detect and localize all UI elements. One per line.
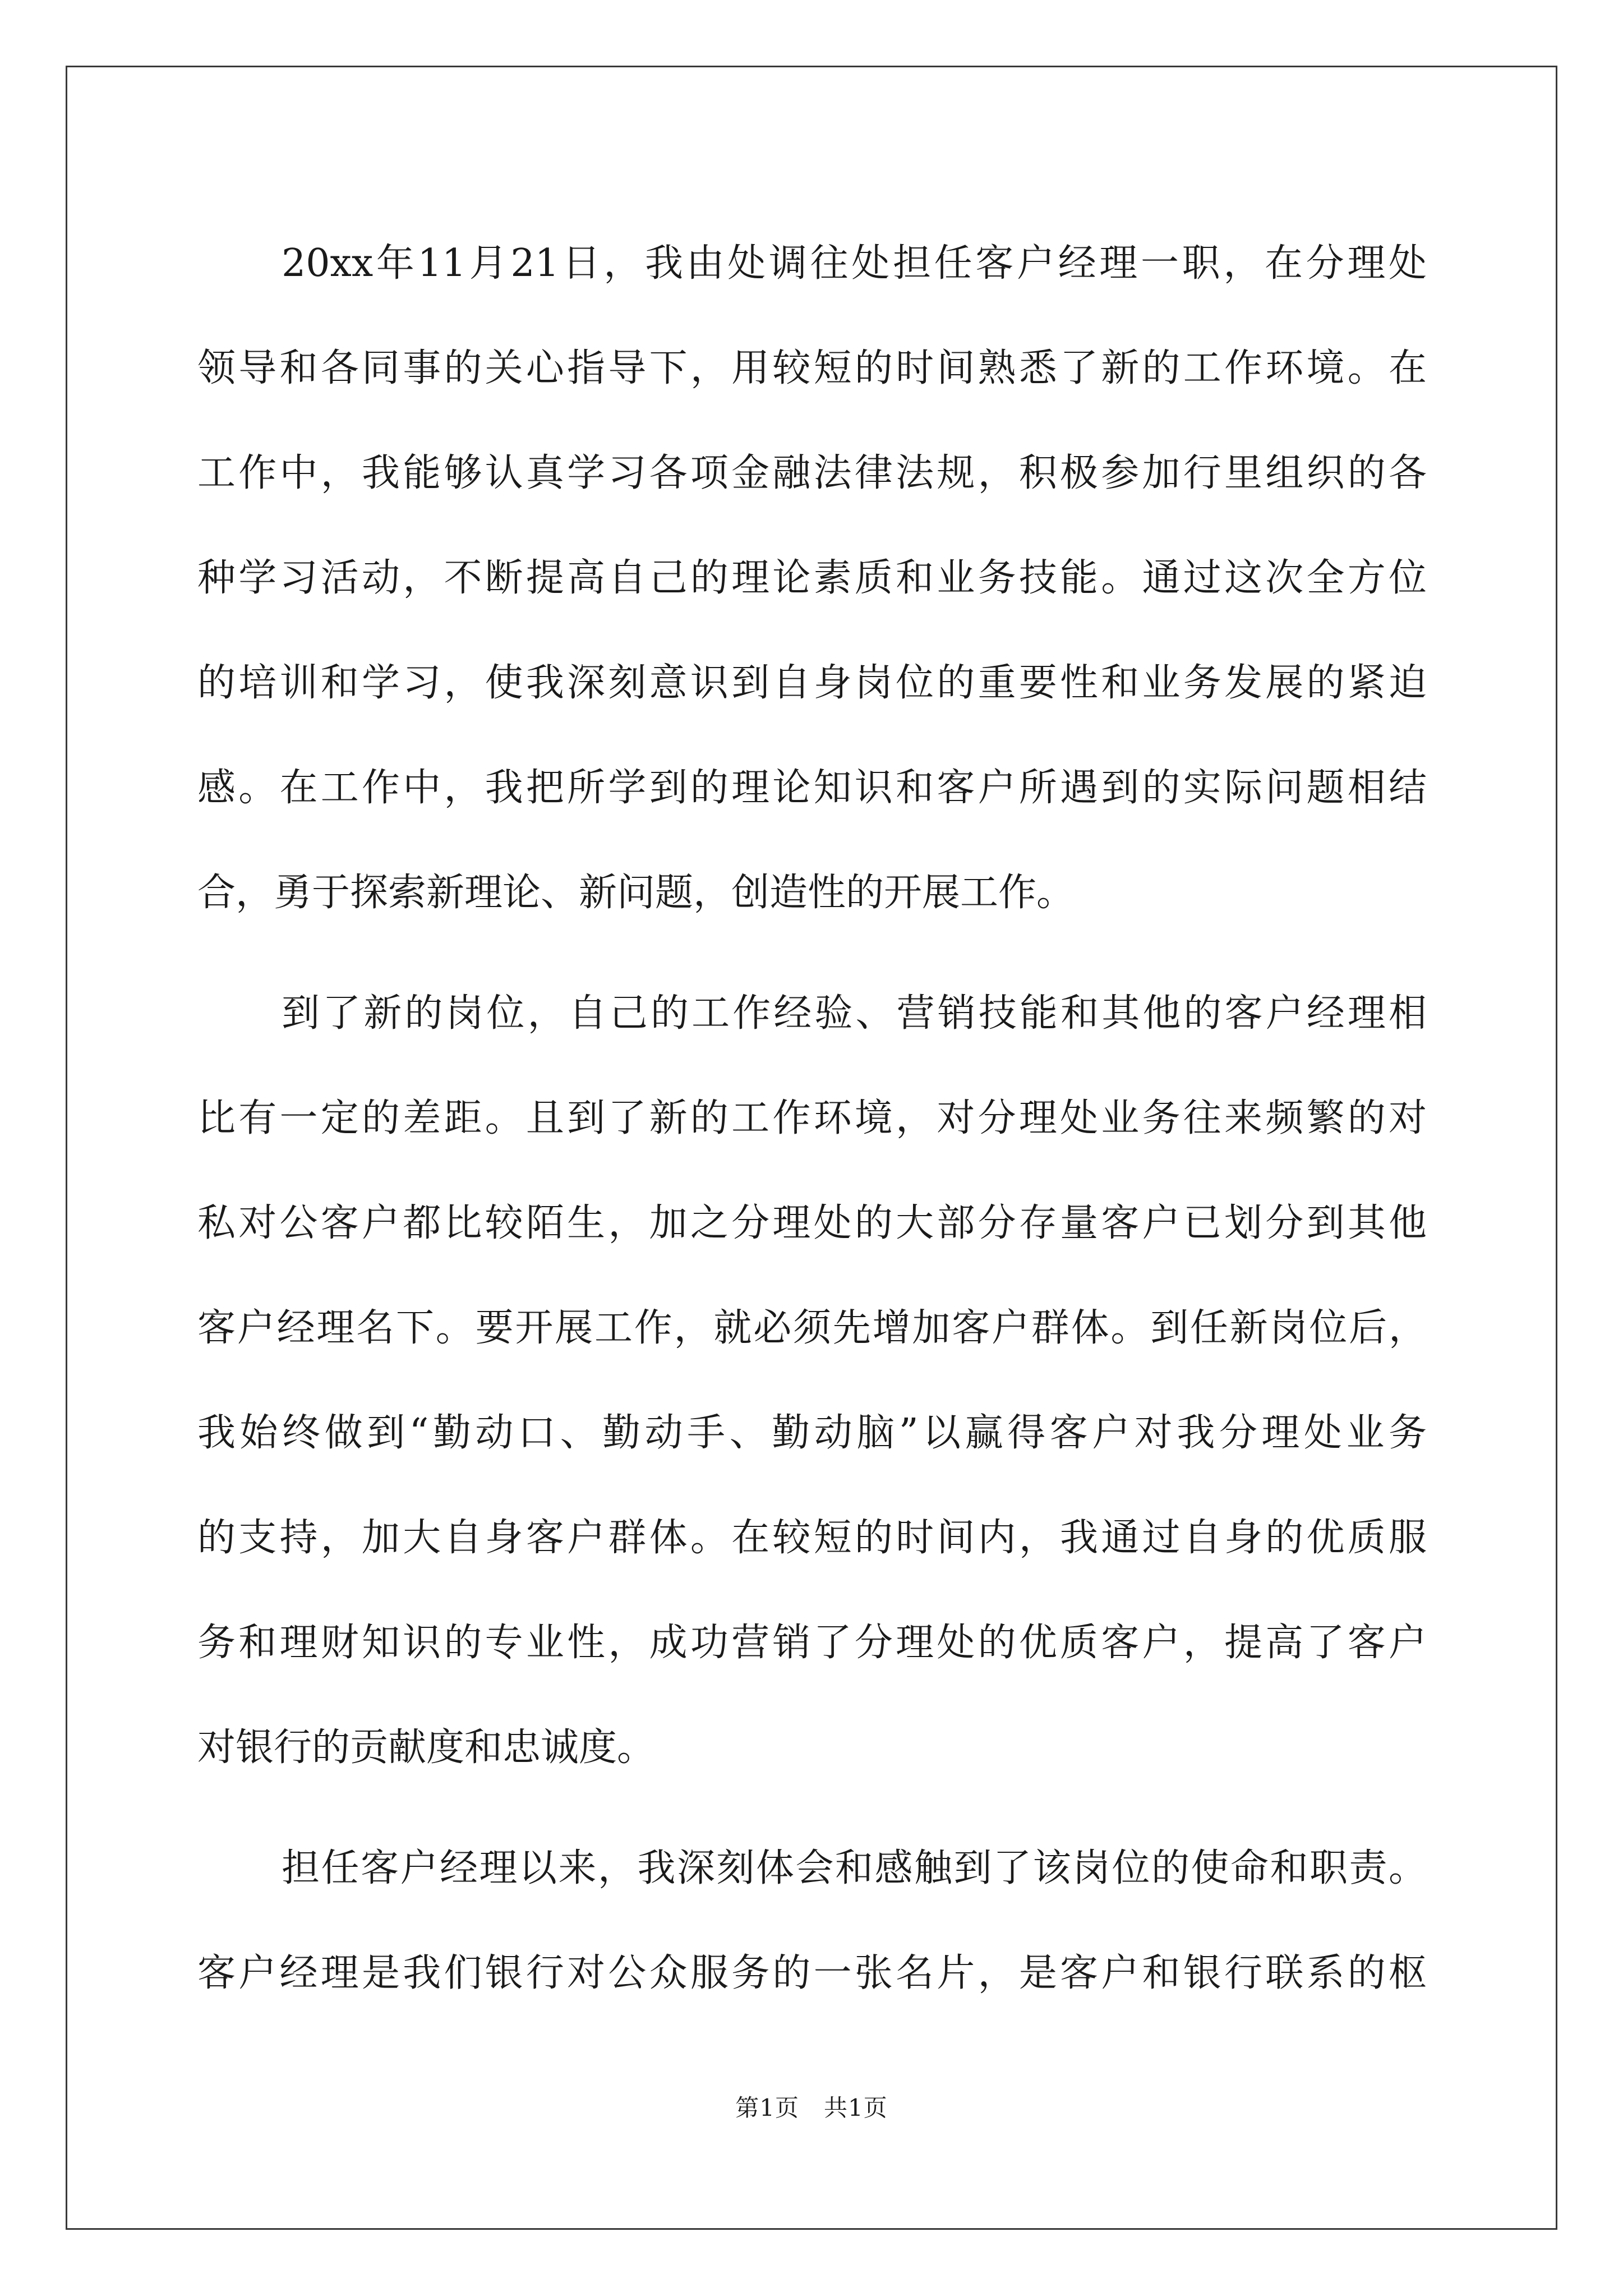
text-line: 种学习活动，不断提高自己的理论素质和业务技能。通过这次全方位	[197, 556, 1427, 600]
text-line: 的培训和学习，使我深刻意识到自身岗位的重要性和业务发展的紧迫	[197, 661, 1427, 705]
text-line: 到了新的岗位，自己的工作经验、营销技能和其他的客户经理相	[282, 991, 1427, 1036]
document-body	[197, 211, 1427, 2026]
text-line: 我始终做到“勤动口、勤动手、勤动脑”以赢得客户对我分理处业务	[197, 1411, 1427, 1455]
page-footer	[0, 2090, 1623, 2123]
text-line: 客户经理是我们银行对公众服务的一张名片，是客户和银行联系的枢	[197, 1951, 1427, 1995]
text-line: 担任客户经理以来，我深刻体会和感触到了该岗位的使命和职责。	[282, 1846, 1427, 1890]
page-number: 第1页	[735, 2094, 799, 2122]
text-line: 比有一定的差距。且到了新的工作环境，对分理处业务往来频繁的对	[197, 1096, 1427, 1140]
text-line: 领导和各同事的关心指导下，用较短的时间熟悉了新的工作环境。在	[197, 346, 1427, 390]
paragraph-1	[197, 211, 1427, 945]
paragraph-3	[197, 1816, 1427, 2026]
text-line: 20xx年11月21日，我由处调往处担任客户经理一职，在分理处	[282, 241, 1427, 286]
text-line: 客户经理名下。要开展工作，就必须先增加客户群体。到任新岗位后，	[197, 1306, 1427, 1350]
page-total: 共1页	[824, 2094, 888, 2122]
text-line: 的支持，加大自身客户群体。在较短的时间内，我通过自身的优质服	[197, 1516, 1427, 1560]
paragraph-2	[197, 961, 1427, 1800]
text-line: 工作中，我能够认真学习各项金融法律法规，积极参加行里组织的各	[197, 451, 1427, 495]
text-line: 合，勇于探索新理论、新问题，创造性的开展工作。	[197, 871, 1075, 915]
text-line: 务和理财知识的专业性，成功营销了分理处的优质客户，提高了客户	[197, 1621, 1427, 1665]
text-line: 私对公客户都比较陌生，加之分理处的大部分存量客户已划分到其他	[197, 1201, 1427, 1245]
text-line: 感。在工作中，我把所学到的理论知识和客户所遇到的实际问题相结	[197, 766, 1427, 810]
text-line: 对银行的贡献度和忠诚度。	[197, 1726, 656, 1770]
